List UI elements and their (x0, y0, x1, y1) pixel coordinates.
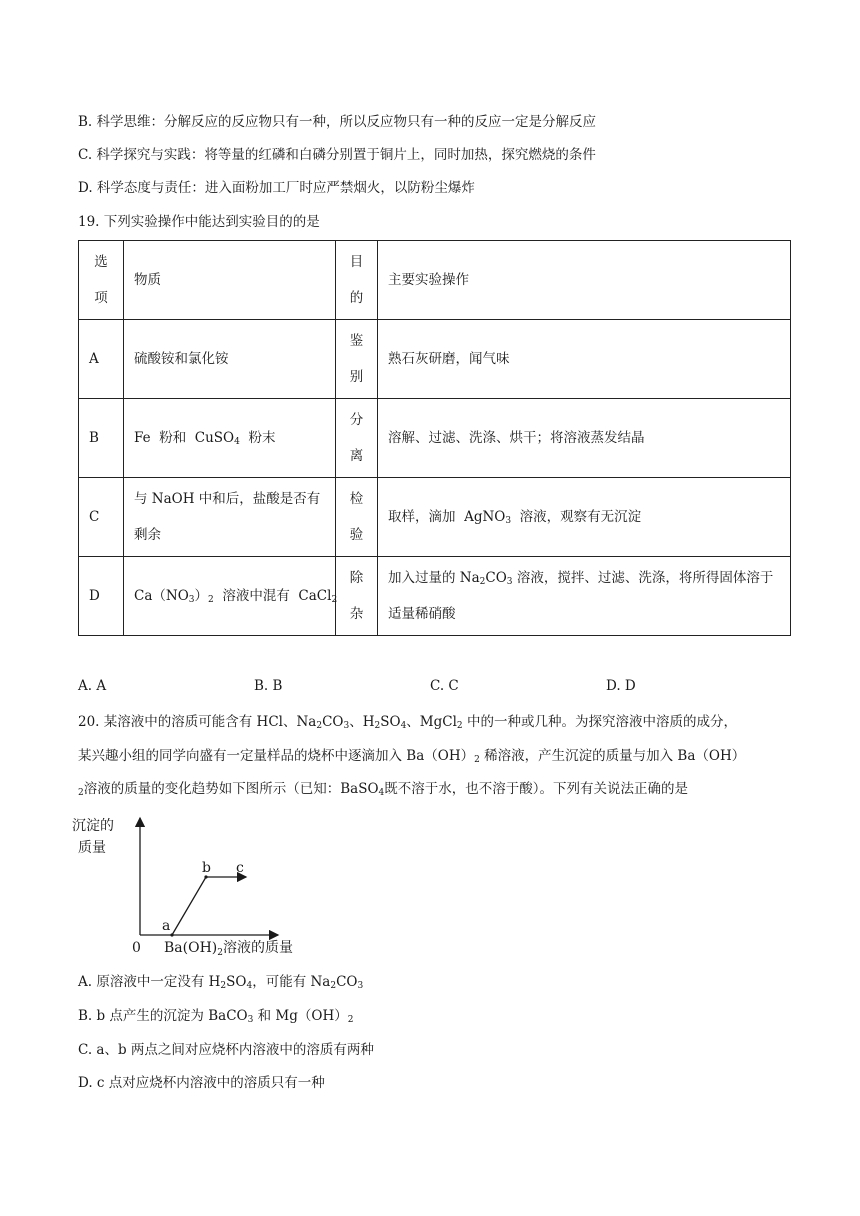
row-a-purpose: 鉴别 (336, 320, 378, 399)
row-d-operation: 加入过量的 $Na_2CO_3$ 溶液，搅拌、过滤、洗涤，将所得固体溶于适量稀硝酸 (378, 557, 791, 636)
q20-option-b: B. b 点产生的沉淀为 BaCO$_3$ 和 $Mg(OH)_2$ (78, 1008, 354, 1025)
q20-stem-line-2: 某兴趣小组的同学向盛有一定量样品的烧杯中逐滴加入 $Ba(OH)_2$ 稀溶液，产生沉淀的质量与加入 Ba（OH） (78, 748, 746, 765)
row-a-operation: 熟石灰研磨，闻气味 (378, 320, 791, 399)
q20-option-a: A. 原溶液中一定没有 $H_2SO_4$，可能有 $Na_2CO_3$ (78, 974, 364, 991)
row-c-option: C (79, 478, 124, 557)
q19-stem: 19. 下列实验操作中能达到实验目的的是 (78, 214, 320, 230)
choice-a: A. A (78, 678, 107, 694)
table-row (79, 557, 791, 636)
graph-label-a: a (162, 918, 171, 934)
graph-y-label-line-2: 质量 (78, 840, 106, 856)
header-purpose: 目的 (336, 241, 378, 320)
header-substance: 物质 (124, 241, 336, 320)
row-d-substance: $Ca(NO_3)_2$ 溶液中混有 CaCl$_2$ (124, 557, 336, 636)
header-operation: 主要实验操作 (378, 241, 791, 320)
q20-option-c: C. a、b 两点之间对应烧杯内溶液中的溶质有两种 (78, 1042, 374, 1058)
row-d-purpose: 除杂 (336, 557, 378, 636)
table-row (79, 478, 791, 557)
row-a-substance: 硫酸铵和氯化铵 (124, 320, 336, 399)
row-b-operation: 溶解、过滤、洗涤、烘干；将溶液蒸发结晶 (378, 399, 791, 478)
graph-rising-segment (172, 877, 206, 935)
graph-y-label-line-1: 沉淀的 (72, 818, 114, 834)
row-b-purpose: 分离 (336, 399, 378, 478)
choice-c: C. C (430, 678, 459, 694)
header-option: 选项 (79, 241, 124, 320)
graph-point-a (170, 933, 173, 936)
precipitate-graph (72, 810, 322, 960)
q20-option-d: D. c 点对应烧杯内溶液中的溶质只有一种 (78, 1075, 325, 1091)
row-c-purpose: 检验 (336, 478, 378, 557)
row-b-option: B (79, 399, 124, 478)
row-d-option: D (79, 557, 124, 636)
graph-label-c: c (236, 860, 244, 876)
graph-x-label: $Ba(OH)_2$溶液的质量 (164, 940, 293, 958)
table-row (79, 320, 791, 399)
q18-option-c: C. 科学探究与实践：将等量的红磷和白磷分别置于铜片上，同时加热，探究燃烧的条件 (78, 147, 596, 163)
table-row (79, 399, 791, 478)
table-header-row (79, 241, 791, 320)
choice-d: D. D (606, 678, 636, 694)
graph-origin: 0 (132, 940, 141, 956)
q18-option-d: D. 科学态度与责任：进入面粉加工厂时应严禁烟火，以防粉尘爆炸 (78, 180, 475, 196)
q20-stem-line-3: $_2$溶液的质量的变化趋势如下图所示（已知：BaSO$_4$既不溶于水，也不溶于酸）。下列有关说法正确的是 (78, 781, 689, 798)
row-c-substance: 与 NaOH 中和后，盐酸是否有剩余 (124, 478, 336, 557)
row-b-substance: Fe 粉和 CuSO$_4$ 粉末 (124, 399, 336, 478)
row-a-option: A (79, 320, 124, 399)
choice-b: B. B (254, 678, 283, 694)
q19-choices (78, 678, 791, 698)
q18-option-b: B. 科学思维：分解反应的反应物只有一种，所以反应物只有一种的反应一定是分解反应 (78, 114, 597, 130)
row-c-operation: 取样，滴加 AgNO$_3$ 溶液，观察有无沉淀 (378, 478, 791, 557)
q20-stem-line-1: 20. 某溶液中的溶质可能含有 HCl、$Na_2CO_3$、$H_2SO_4$、MgCl$_2$ 中的一种或几种。为探究溶液中溶质的成分， (78, 714, 737, 731)
graph-label-b: b (202, 860, 211, 876)
experiment-table (78, 240, 791, 636)
